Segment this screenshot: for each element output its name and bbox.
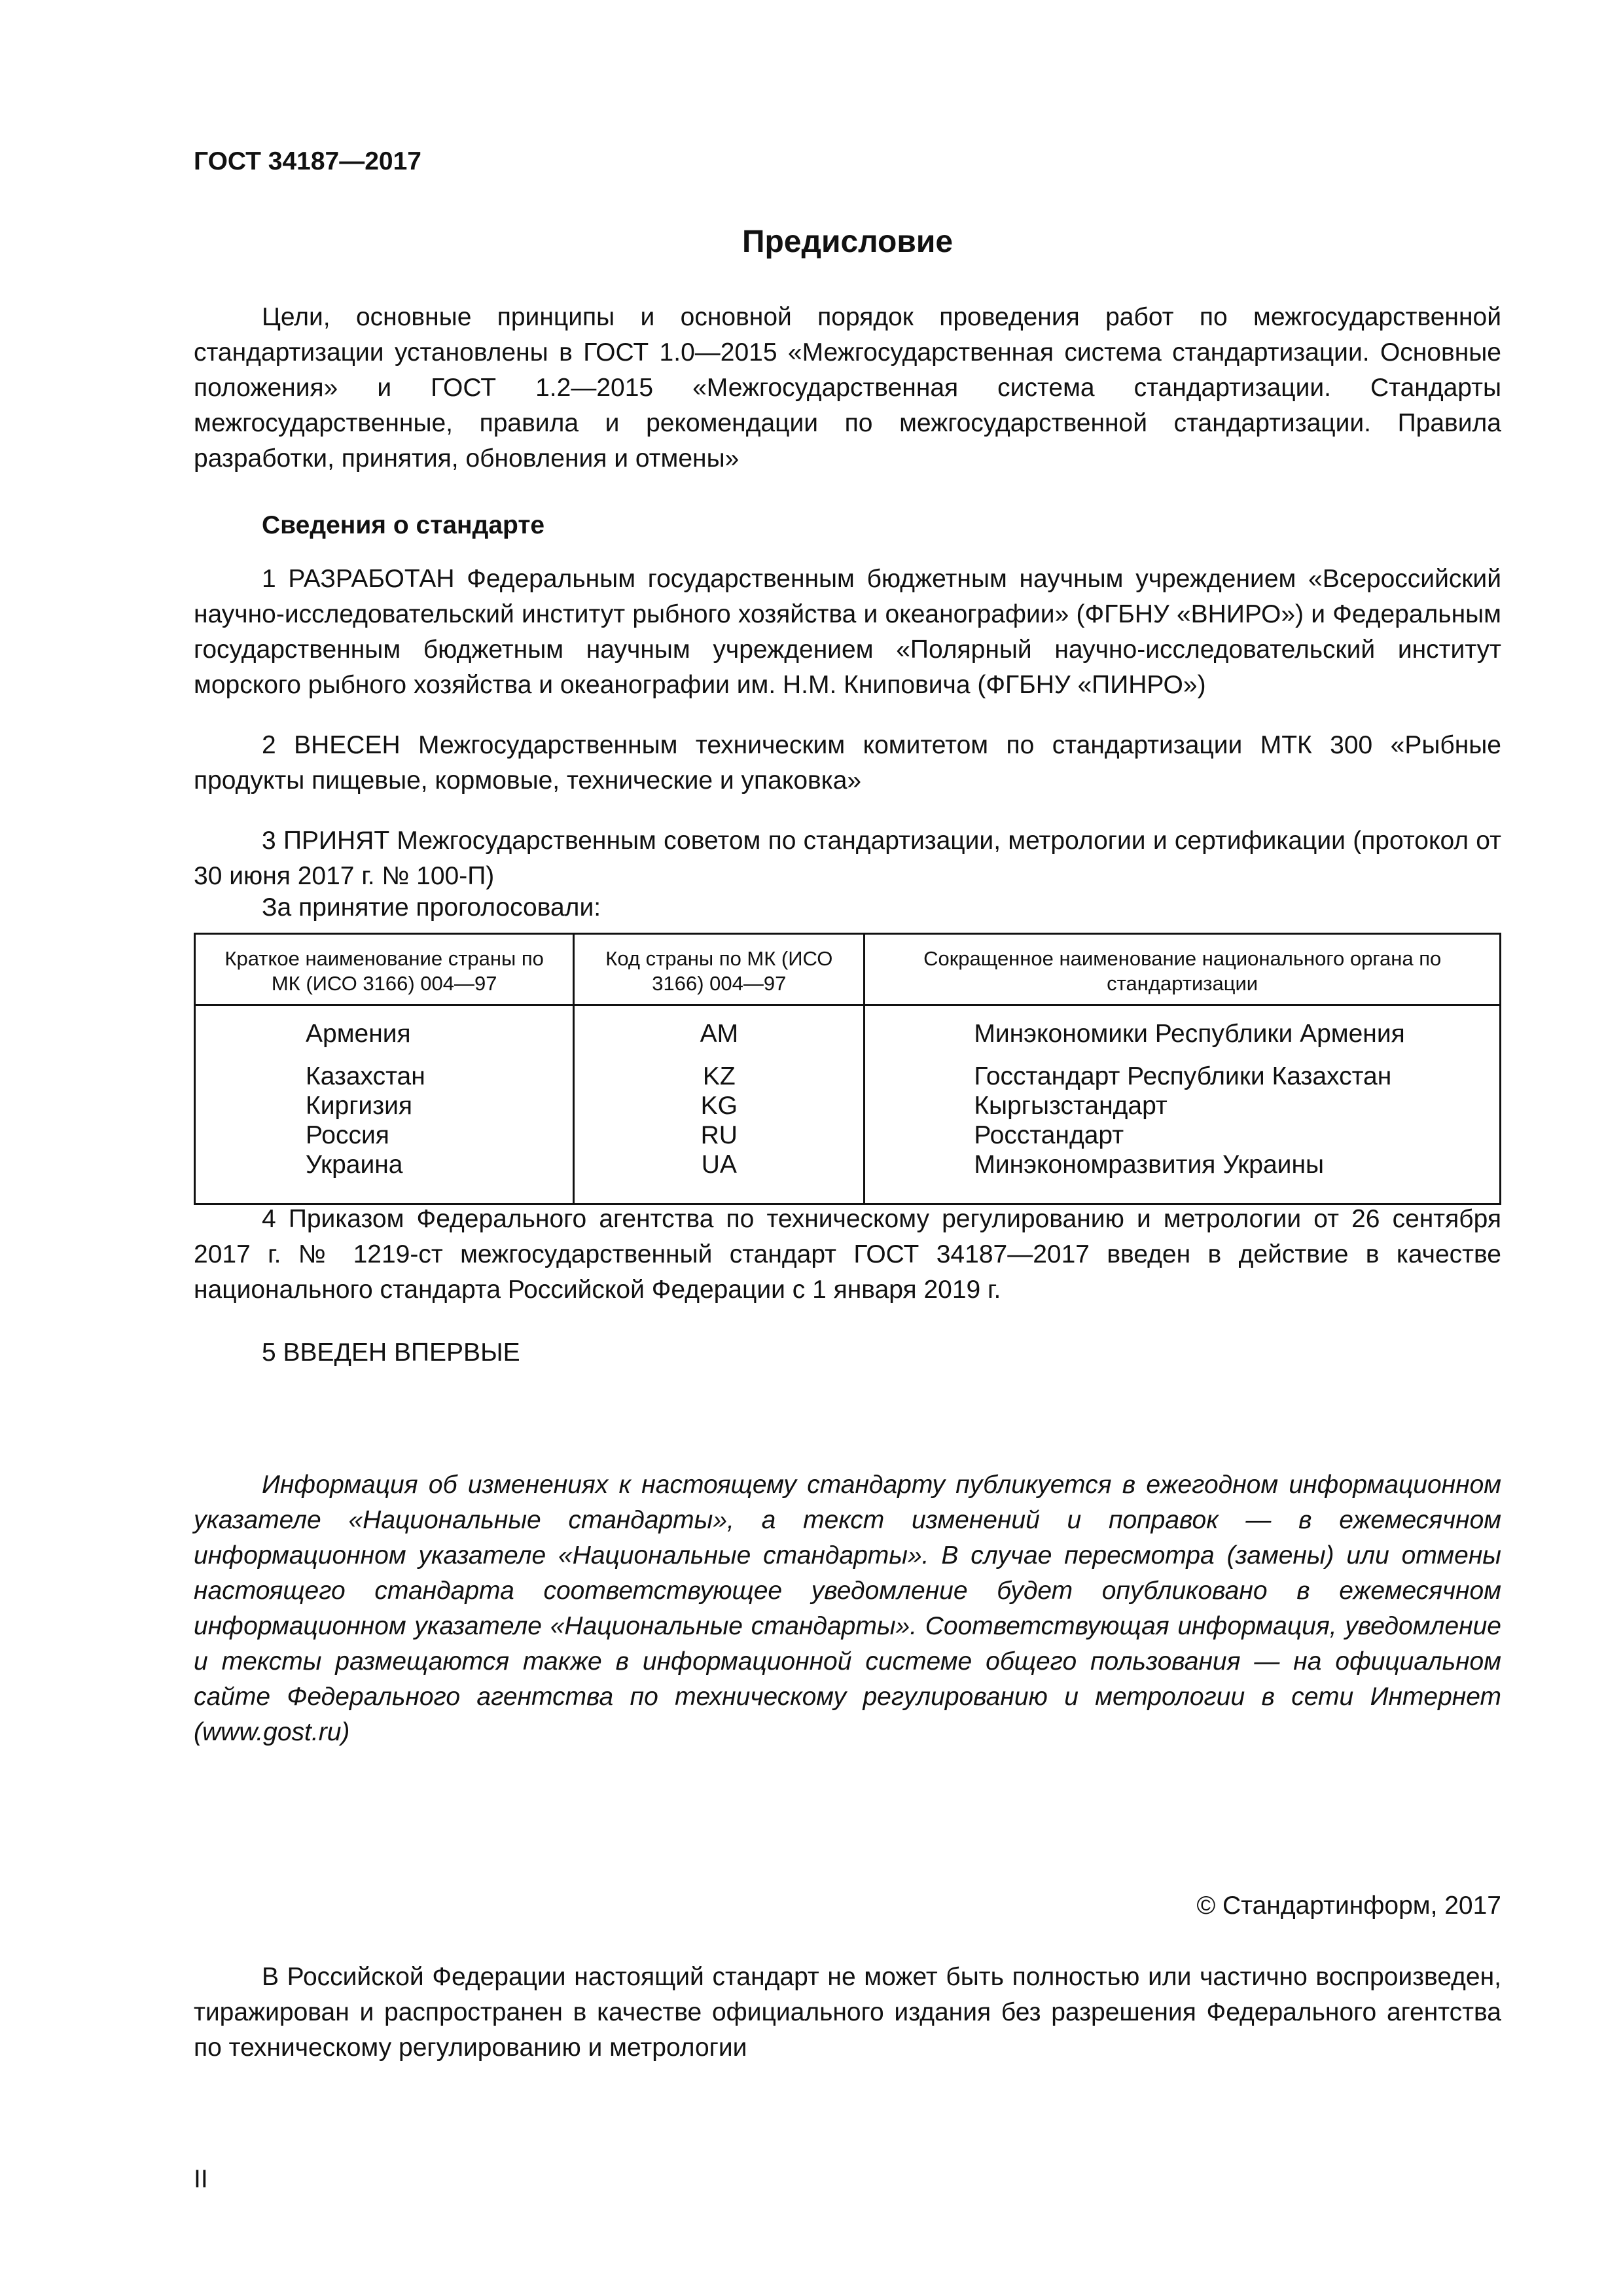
voting-countries-table bbox=[194, 933, 1501, 1205]
national-body: Минэкономики Республики Армения bbox=[865, 1005, 1501, 1062]
item-2-introduced-by: 2 ВНЕСЕН Межгосударственным техническим комитетом по стандартизации МТК 300 «Рыбные продукты пищевые, кормовые, технические и упаковка» bbox=[194, 731, 1501, 795]
change-information-notice: Информация об изменениях к настоящему стандарту публикуется в ежегодном информационном указателе «Национальные стандарты», а текст изменений и поправок — в ежемесячном информационном указателе «Национальные стандарты». В случае пересмотра (замены) или отмены настоящего стандарта соответствующее уведомление будет опубликовано в ежемесячном информационном указателе «Национальные стандарты». Соответствующая информация, уведомление и тексты размещаются также в информационной системе общего пользования — на официальном сайте Федерального агентства по техническому регулированию и метрологии в сети Интернет (www.gost.ru) bbox=[194, 1471, 1501, 1746]
country-name: Армения bbox=[195, 1005, 574, 1062]
standard-info-heading: Сведения о стандарте bbox=[262, 511, 545, 539]
page-number: II bbox=[194, 2165, 208, 2193]
item-5-first-introduced: 5 ВВЕДЕН ВПЕРВЫЕ bbox=[262, 1338, 520, 1367]
header-national-body: Сокращенное наименование национального органа по стандартизации bbox=[865, 934, 1501, 1005]
national-body: Минэкономразвития Украины bbox=[865, 1150, 1501, 1204]
table-row bbox=[195, 1121, 1501, 1150]
country-name: Россия bbox=[195, 1121, 574, 1150]
item-3-adopted-by: 3 ПРИНЯТ Межгосударственным советом по стандартизации, метрологии и сертификации (протокол от 30 июня 2017 г. № 100-П) bbox=[194, 827, 1501, 890]
country-code: UA bbox=[574, 1150, 865, 1204]
reproduction-notice: В Российской Федерации настоящий стандарт не может быть полностью или частично воспроизведен, тиражирован и распространен в качестве официального издания без разрешения Федерального агентства по техническому регулированию и метрологии bbox=[194, 1963, 1501, 2062]
copyright-notice: © Стандартинформ, 2017 bbox=[1196, 1892, 1501, 1920]
preface-intro-paragraph: Цели, основные принципы и основной порядок проведения работ по межгосударственной стандартизации установлены в ГОСТ 1.0—2015 «Межгосударственная система стандартизации. Основные положения» и ГОСТ 1.2—2015 «Межгосударственная система стандартизации. Стандарты межгосударственные, правила и рекомендации по межгосударственной стандартизации. Правила разработки, принятия, обновления и отмены» bbox=[194, 303, 1501, 473]
country-name: Казахстан bbox=[195, 1062, 574, 1091]
preface-title: Предисловие bbox=[741, 224, 954, 259]
country-code: RU bbox=[574, 1121, 865, 1150]
document-code-header: ГОСТ 34187—2017 bbox=[194, 147, 421, 175]
table-row bbox=[195, 1005, 1501, 1062]
country-code: KG bbox=[574, 1091, 865, 1121]
national-body: Росстандарт bbox=[865, 1121, 1501, 1150]
table-row bbox=[195, 1062, 1501, 1091]
table-row bbox=[195, 1091, 1501, 1121]
country-code: KZ bbox=[574, 1062, 865, 1091]
item-4-enacted-by: 4 Приказом Федерального агентства по техническому регулированию и метрологии от 26 сентября 2017 г. № 1219-ст межгосударственный стандарт ГОСТ 34187—2017 введен в действие в качестве национального стандарта Российской Федерации с 1 января 2019 г. bbox=[194, 1205, 1501, 1304]
header-country-code: Код страны по МК (ИСО 3166) 004—97 bbox=[574, 934, 865, 1005]
national-body: Кыргызстандарт bbox=[865, 1091, 1501, 1121]
country-code: AM bbox=[574, 1005, 865, 1062]
vote-intro: За принятие проголосовали: bbox=[262, 893, 601, 922]
country-name: Киргизия bbox=[195, 1091, 574, 1121]
item-1-developed-by: 1 РАЗРАБОТАН Федеральным государственным бюджетным научным учреждением «Всероссийский научно-исследовательский институт рыбного хозяйства и океанографии» (ФГБНУ «ВНИРО») и Федеральным государственным бюджетным научным учреждением «Полярный научно-исследовательский институт морского рыбного хозяйства и океанографии им. Н.М. Книповича (ФГБНУ «ПИНРО») bbox=[194, 565, 1501, 699]
national-body: Госстандарт Республики Казахстан bbox=[865, 1062, 1501, 1091]
header-country-name: Краткое наименование страны по МК (ИСО 3166) 004—97 bbox=[195, 934, 574, 1005]
table-row bbox=[195, 1150, 1501, 1204]
table-header-row bbox=[195, 934, 1501, 1005]
country-name: Украина bbox=[195, 1150, 574, 1204]
